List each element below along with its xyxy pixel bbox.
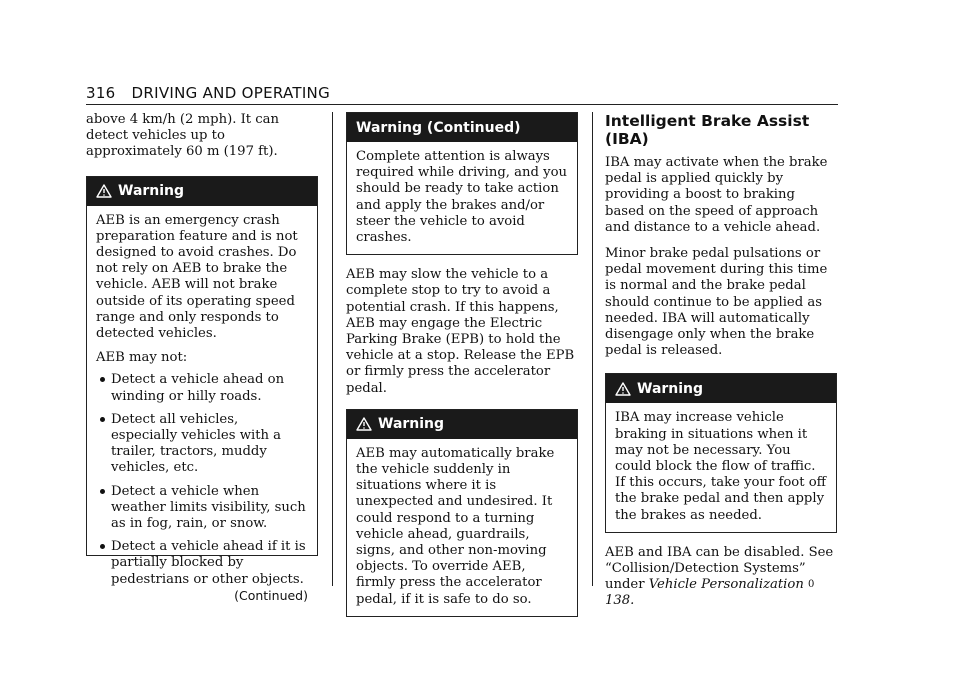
iba-paragraph-2: Minor brake pedal pulsations or pedal movement during this time is normal and the brake pedal should continue to be applied as needed. IBA will automatically disengage only when the brake pedal is released. [605, 246, 828, 359]
warning-title: Warning [378, 416, 445, 433]
continued-label: (Continued) [234, 587, 308, 603]
aeb-stop-paragraph: AEB may slow the vehicle to a complete stop to try to avoid a potential crash. If this happens, AEB may engage the Electric Parking Brake (EPB) to hold the vehicle at a stop. Release the EPB or firmly press the accelerator pedal. [346, 267, 575, 396]
section-title: DRIVING AND OPERATING [131, 84, 330, 102]
warning-body: IBA may increase vehicle braking in situations when it may not be necessary. You could block the flow of traffic. If this occurs, take your foot off the brake pedal and then apply the brakes as needed. [615, 410, 826, 523]
warning-triangle-icon [96, 184, 112, 198]
warning-box-aeb-brake [346, 409, 578, 617]
warning-box-continued [346, 112, 578, 255]
header-rule [86, 104, 838, 105]
page-reference-icon: 0 [808, 579, 815, 591]
column-divider-2 [592, 112, 593, 586]
warning-triangle-icon [356, 417, 372, 431]
page-header [86, 84, 838, 102]
bullet-list [96, 372, 308, 587]
warning-title: Warning [118, 183, 185, 200]
column-divider-1 [332, 112, 333, 586]
cross-reference-page[interactable]: 138. [605, 593, 635, 609]
cross-reference-link[interactable]: Vehicle Personalization [648, 577, 804, 593]
warning-triangle-icon [615, 382, 631, 396]
warning-header [347, 410, 577, 439]
intro-paragraph: above 4 km/h (2 mph). It can detect vehicles up to approximately 60 m (197 ft). [86, 112, 280, 160]
section-heading: Intelligent Brake Assist (IBA) [605, 112, 810, 148]
list-item: Detect a vehicle ahead if it is partially blocked by pedestrians or other objects. [96, 539, 308, 588]
iba-paragraph-1: IBA may activate when the brake pedal is applied quickly by providing a boost to braking based on the speed of approach and distance to a vehicle ahead. [605, 155, 828, 235]
list-item: Detect a vehicle when weather limits visibility, such as in fog, rain, or snow. [96, 484, 308, 533]
warning-box-aeb [86, 176, 318, 603]
warning-title: Warning [637, 380, 704, 397]
column-1 [86, 112, 318, 603]
warning-body: Complete attention is always required while driving, and you should be ready to take action and apply the brakes and/or steer the vehicle to avoid crashes. [356, 149, 568, 246]
column-2 [346, 112, 578, 617]
warning-box-iba [605, 373, 837, 532]
warning-body: AEB is an emergency crash preparation feature and is not designed to avoid crashes. Do not rely on AEB to brake the vehicle. AEB will not brake outside of its operating speed range and only responds to detected vehicles. [96, 212, 298, 342]
warning-body: AEB may automatically brake the vehicle suddenly in situations where it is unexpected and undesired. It could respond to a turning vehicle ahead, guardrails, signs, and other non-moving objects. To override AEB, firmly press the accelerator pedal, if it is safe to do so. [356, 445, 555, 607]
page-number: 316 [86, 84, 116, 102]
warning-header [347, 113, 577, 142]
column-3 [605, 112, 837, 610]
list-item: Detect all vehicles, especially vehicles with a trailer, tractors, muddy vehicles, etc. [96, 412, 308, 477]
list-intro: AEB may not: [96, 350, 188, 366]
list-item: Detect a vehicle ahead on winding or hilly roads. [96, 372, 308, 404]
warning-header [606, 374, 836, 403]
warning-title: Warning (Continued) [356, 119, 521, 136]
warning-header [87, 177, 317, 206]
disable-paragraph: AEB and IBA can be disabled. See “Collision/Detection Systems” under Vehicle Personalization 0 138. [605, 544, 834, 609]
